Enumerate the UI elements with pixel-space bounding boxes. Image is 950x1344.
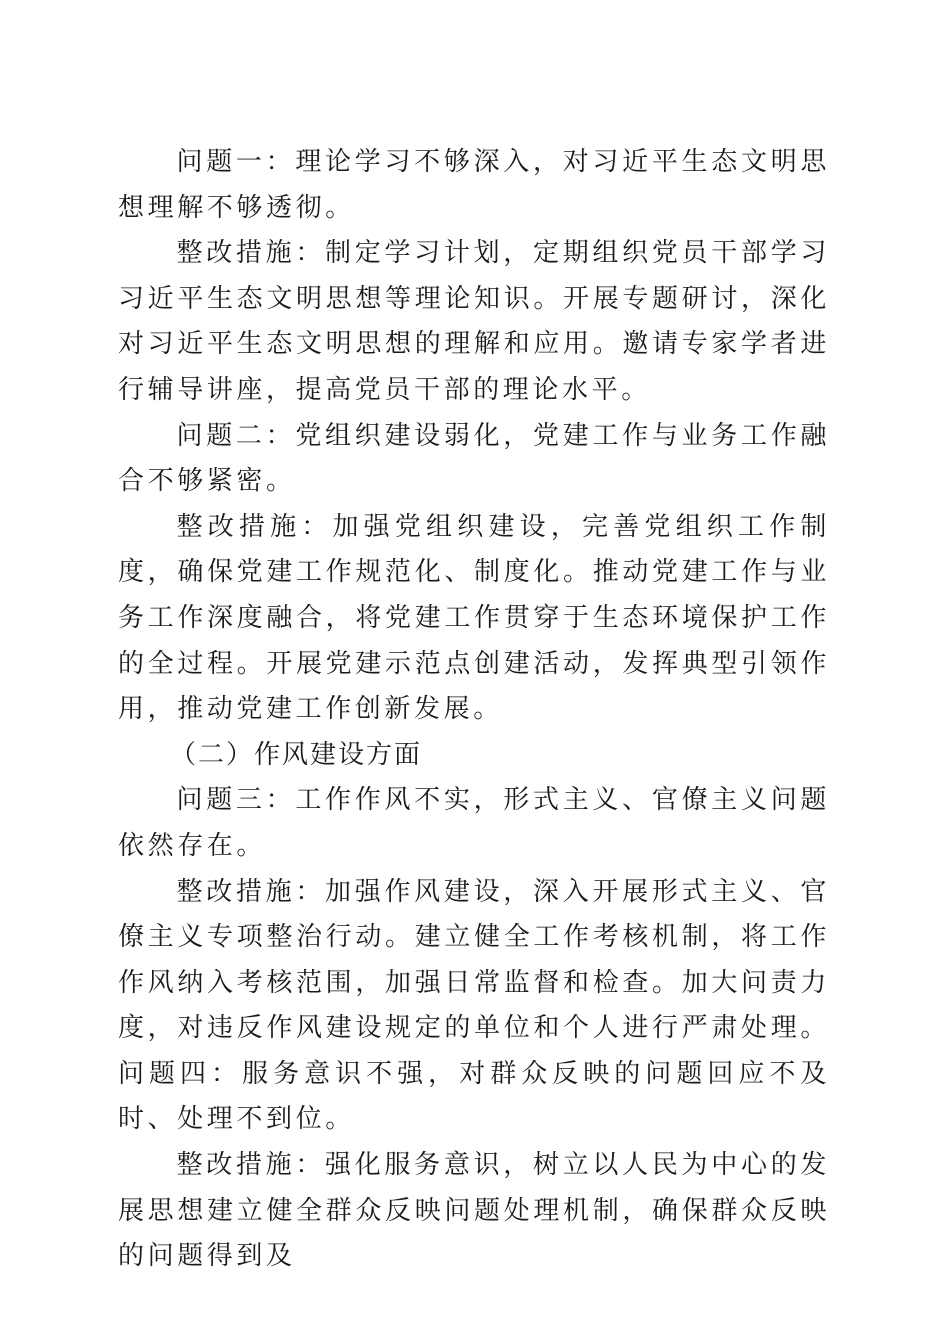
section-heading-work-style: （二）作风建设方面 [170,739,423,770]
document-body [118,140,830,1280]
problem-3-paragraph: 问题三：工作作风不实，形式主义、官僚主义问题依然存在。 [118,785,830,861]
measures-2-paragraph: 整改措施：加强党组织建设，完善党组织工作制度，确保党建工作规范化、制度化。推动党建工作与业务工作深度融合，将党建工作贯穿于生态环境保护工作的全过程。开展党建示范点创建活动，发挥典型引领作用，推动党建工作创新发展。 [118,511,830,725]
measures-4-paragraph: 整改措施：强化服务意识，树立以人民为中心的发展思想建立健全群众反映问题处理机制，确保群众反映的问题得到及 [118,1150,830,1272]
problem-2-paragraph: 问题二：党组织建设弱化，党建工作与业务工作融合不够紧密。 [118,420,830,497]
measures-1-paragraph: 整改措施：制定学习计划，定期组织党员干部学习习近平生态文明思想等理论知识。开展专题研讨，深化对习近平生态文明思想的理解和应用。邀请专家学者进行辅导讲座，提高党员干部的理论水平。 [118,238,830,405]
problem-1-paragraph: 问题一：理论学习不够深入，对习近平生态文明思想理解不够透彻。 [118,147,830,223]
measures-3-paragraph: 整改措施：加强作风建设，深入开展形式主义、官僚主义专项整治行动。建立健全工作考核机制，将工作作风纳入考核范围，加强日常监督和检查。加大问责力度，对违反作风建设规定的单位和个人进行严肃处理。问题四：服务意识不强，对群众反映的问题回应不及时、处理不到位。 [118,876,830,1135]
